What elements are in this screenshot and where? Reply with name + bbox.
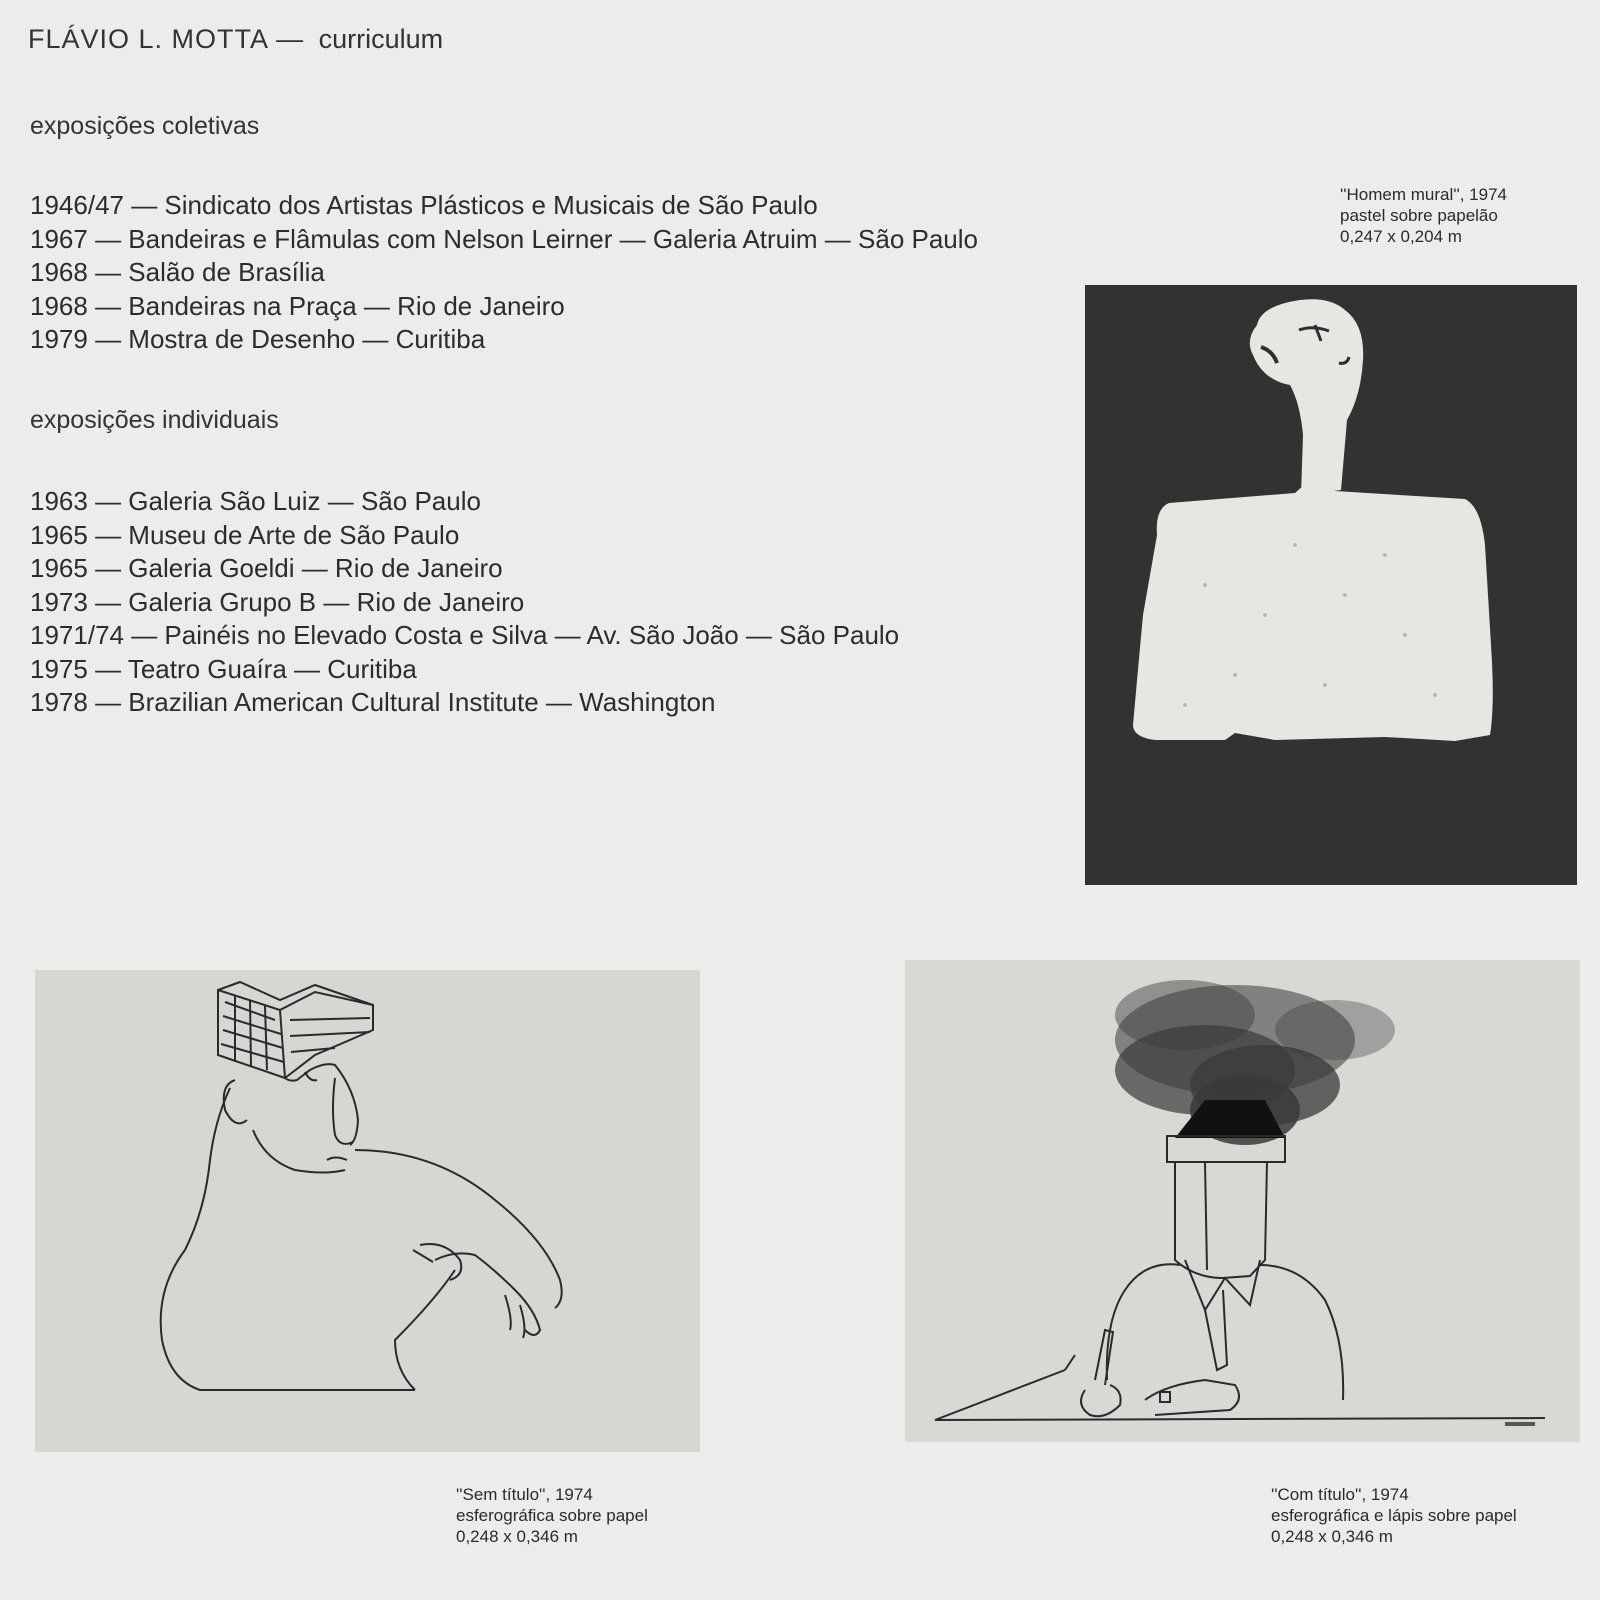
artwork-com-titulo [905,960,1580,1442]
list-item: 1971/74 — Painéis no Elevado Costa e Silva — Av. São João — São Paulo [30,620,900,650]
artwork-title: ''Homem mural'', 1974 [1340,185,1507,204]
artwork-dimensions: 0,247 x 0,204 m [1340,227,1462,246]
list-item: 1973 — Galeria Grupo B — Rio de Janeiro [30,586,525,617]
group-exhibitions-list [30,189,978,357]
artwork-dimensions: 0,248 x 0,346 m [456,1527,578,1546]
list-item: 1968 — Bandeiras na Praça — Rio de Janeiro [30,290,565,321]
solo-exhibitions-list [30,485,899,720]
artwork-medium: pastel sobre papelão [1340,206,1498,225]
list-item: 1975 — Teatro Guaíra — Curitiba [30,653,417,684]
artist-name: FLÁVIO L. MOTTA [28,24,268,54]
list-item: 1967 — Bandeiras e Flâmulas com Nelson Leirner — Galeria Atruim — São Paulo [30,223,978,254]
title-separator: — [276,24,305,54]
list-item: 1965 — Galeria Goeldi — Rio de Janeiro [30,553,503,583]
artwork-medium: esferográfica e lápis sobre papel [1271,1506,1517,1525]
artwork-title: ''Sem título'', 1974 [456,1485,593,1504]
artwork-sem-titulo [35,970,700,1452]
solo-exhibitions-heading: exposições individuais [30,406,279,434]
artwork-homem-mural [1085,285,1577,885]
artwork-medium: esferográfica sobre papel [456,1506,648,1525]
list-item: 1968 — Salão de Brasília [30,257,325,287]
list-item: 1978 — Brazilian American Cultural Institute — Washington [30,687,716,717]
artwork-title: ''Com título'', 1974 [1271,1485,1409,1504]
list-item: 1979 — Mostra de Desenho — Curitiba [30,324,486,354]
list-item: 1965 — Museu de Arte de São Paulo [30,519,460,550]
artwork-caption-homem-mural [1340,184,1507,247]
artwork-caption-sem-titulo [456,1484,648,1547]
artwork-caption-com-titulo [1271,1484,1517,1547]
list-item: 1963 — Galeria São Luiz — São Paulo [30,486,481,516]
page-title [28,24,443,55]
list-item: 1946/47 — Sindicato dos Artistas Plásticos e Musicais de São Paulo [30,190,818,220]
group-exhibitions-heading: exposições coletivas [30,112,260,140]
artwork-dimensions: 0,248 x 0,346 m [1271,1527,1393,1546]
title-subtitle: curriculum [318,24,444,54]
